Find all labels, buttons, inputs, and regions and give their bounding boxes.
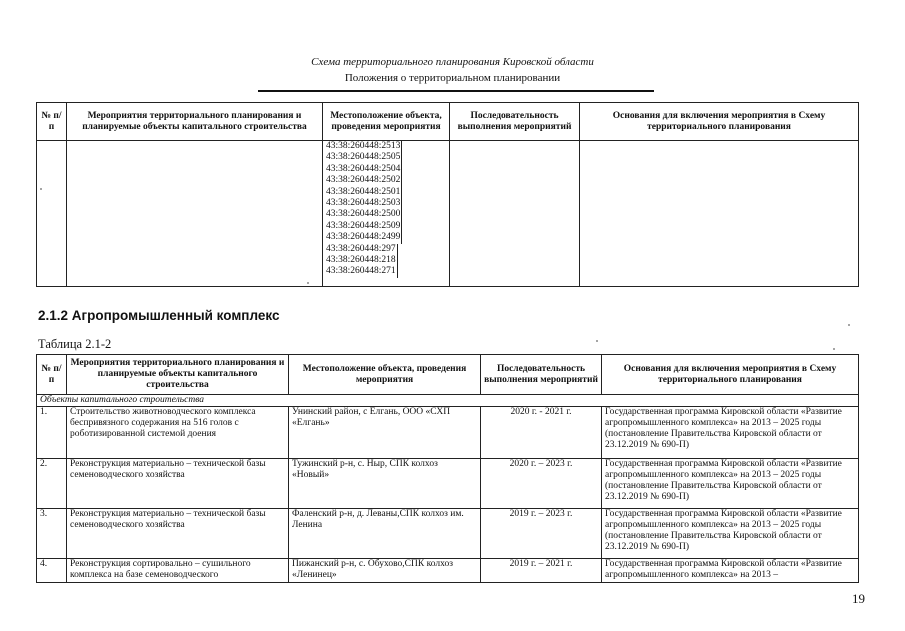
cadastral-number: 43:38:260448:2502	[326, 175, 401, 186]
cadastral-number: 43:38:260448:2499	[326, 232, 401, 243]
col-location-header: Местоположение объекта, проведения мероприятия	[323, 103, 450, 141]
col-location-header: Местоположение объекта, проведения мероприятия	[289, 355, 481, 395]
row-measure: Реконструкция материально – технической базы семеноводческого хозяйства	[67, 509, 289, 559]
agro-table	[36, 354, 859, 583]
row-period: 2019 г. – 2021 г.	[481, 559, 602, 583]
table-row	[37, 141, 859, 287]
col-basis-header: Основания для включения мероприятия в Схему территориального планирования	[602, 355, 859, 395]
scan-speck	[596, 340, 598, 342]
row-location: Унинский район, с Елгань, ООО «СХП «Елгань»	[289, 407, 481, 459]
cell-sequence	[450, 141, 580, 287]
row-basis: Государственная программа Кировской области «Развитие агропромышленного комплекса» на 2013 –	[602, 559, 859, 583]
col-measures-header: Мероприятия территориального планирования и планируемые объекты капитального строительства	[67, 103, 323, 141]
category-label: Объекты капитального строительства	[37, 395, 859, 407]
cell-measure	[67, 141, 323, 287]
row-period: 2020 г. - 2021 г.	[481, 407, 602, 459]
col-num-header: № п/п	[37, 355, 67, 395]
row-measure: Реконструкция сортировально – сушильного комплекса на базе семеноводческого	[67, 559, 289, 583]
col-num-header: № п/п	[37, 103, 67, 141]
category-row	[37, 395, 859, 407]
col-sequence-header: Последовательность выполнения мероприятий	[481, 355, 602, 395]
scan-speck	[40, 188, 42, 190]
row-num: 4.	[37, 559, 67, 583]
row-basis: Государственная программа Кировской области «Развитие агропромышленного комплекса» на 2013 – 2025 годы (постановление Правительства Кировской области от 23.12.2019 № 690-П)	[602, 509, 859, 559]
cadastral-number: 43:38:260448:2509	[326, 220, 401, 231]
row-location: Фаленский р-н, д. Леваны,СПК колхоз им. Ленина	[289, 509, 481, 559]
row-location: Пижанский р-н, с. Обухово,СПК колхоз «Ленинец»	[289, 559, 481, 583]
row-basis: Государственная программа Кировской области «Развитие агропромышленного комплекса» на 2013 – 2025 годы (постановление Правительства Кировской области от 23.12.2019 № 690-П)	[602, 407, 859, 459]
header-rule	[258, 90, 654, 92]
cadastral-number: 43:38:260448:2513	[326, 141, 401, 151]
cadastral-number: 43:38:260448:2505	[326, 152, 401, 163]
page-number: 19	[852, 591, 865, 606]
document-header-subtitle: Положения о территориальном планировании	[344, 72, 561, 84]
row-period: 2020 г. – 2023 г.	[481, 459, 602, 509]
cadastral-number: 43:38:260448:297	[326, 243, 396, 254]
table-header-row	[37, 103, 859, 141]
table-caption: Таблица 2.1-2	[38, 337, 112, 351]
cadastral-number: 43:38:260448:2501	[326, 186, 401, 197]
cadastral-number: 43:38:260448:2504	[326, 163, 401, 174]
continuation-table	[36, 102, 859, 287]
col-basis-header: Основания для включения мероприятия в Схему территориального планирования	[580, 103, 859, 141]
col-measures-header: Мероприятия территориального планирования и планируемые объекты капитального строительства	[67, 355, 289, 395]
row-period: 2019 г. – 2023 г.	[481, 509, 602, 559]
table-header-row	[37, 355, 859, 395]
cadastral-number: 43:38:260448:271	[326, 266, 396, 277]
row-num: 2.	[37, 459, 67, 509]
scan-speck	[848, 324, 850, 326]
table-row	[37, 407, 859, 459]
cell-basis	[580, 141, 859, 287]
table-row	[37, 509, 859, 559]
table-row	[37, 459, 859, 509]
cadastral-number: 43:38:260448:2503	[326, 198, 401, 209]
scan-speck	[833, 348, 835, 350]
row-measure: Строительство животноводческого комплекса беспривязного содержания на 516 голов с роботизированной системой доения	[67, 407, 289, 459]
table-row	[37, 559, 859, 583]
section-title: 2.1.2 Агропромышленный комплекс	[38, 308, 280, 323]
col-sequence-header: Последовательность выполнения мероприятий	[450, 103, 580, 141]
cadastral-number: 43:38:260448:2500	[326, 209, 401, 220]
row-basis: Государственная программа Кировской области «Развитие агропромышленного комплекса» на 2013 – 2025 годы (постановление Правительства Кировской области от 23.12.2019 № 690-П)	[602, 459, 859, 509]
row-num: 1.	[37, 407, 67, 459]
cell-num	[37, 141, 67, 287]
row-measure: Реконструкция материально – технической базы семеноводческого хозяйства	[67, 459, 289, 509]
row-location: Тужинский р-н, с. Ныр, СПК колхоз «Новый»	[289, 459, 481, 509]
document-header-title: Схема территориального планирования Кировской области	[311, 56, 594, 68]
scan-speck	[307, 282, 309, 284]
row-num: 3.	[37, 509, 67, 559]
cadastral-number: 43:38:260448:218	[326, 255, 396, 266]
cadastral-list	[323, 141, 450, 287]
